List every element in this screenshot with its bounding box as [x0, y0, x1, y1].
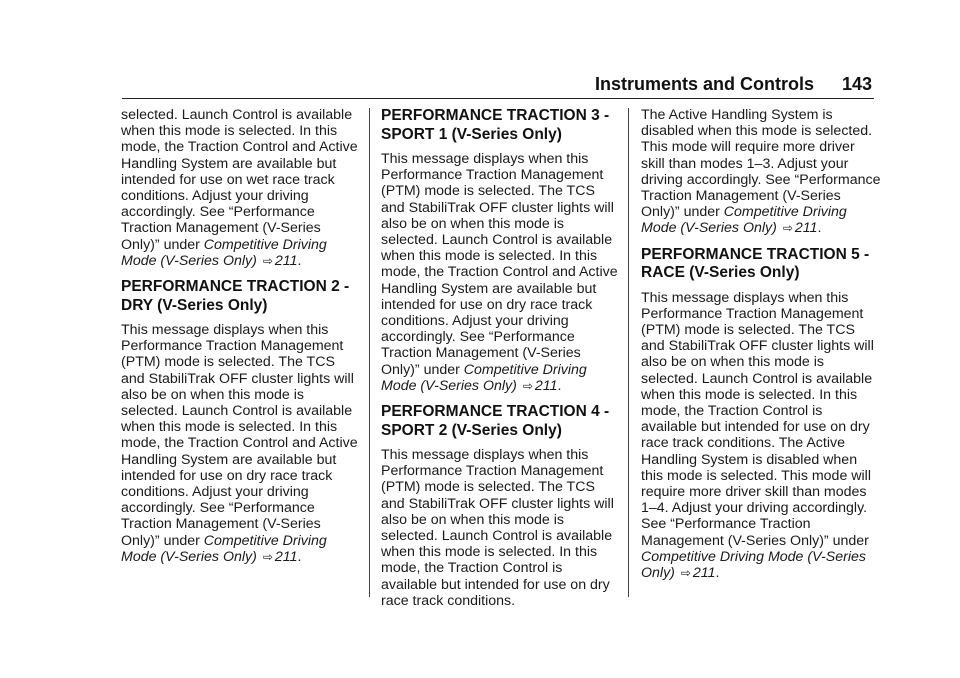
column-divider [369, 108, 370, 597]
section-heading: PERFORMANCE TRACTION 5 - RACE (V-Series Only) [641, 245, 870, 282]
section-heading: PERFORMANCE TRACTION 3 - SPORT 1 (V-Series Only) [381, 107, 610, 143]
page-reference[interactable]: 211 [794, 220, 818, 237]
page-number: 143 [841, 74, 872, 94]
text-column-2 [381, 107, 621, 609]
page-header [122, 72, 874, 99]
paragraph: This message displays when this Performance Traction Management (PTM) mode is selected. The TCS and StabiliTrak OFF cluster lights will also be on when this mode is selected. Launch Control is available when this mode is selected. In this mode, the Traction Control and Active Handling System are available but intended for use on dry race track conditions. Adjust your driving accordingly. See “Performance Traction Management (V-Series Only)” under Competitive Driving Mode (V-Series Only) ⇨ 211. [381, 151, 618, 394]
cross-reference[interactable]: Competitive Driving Mode (V-Series Only) [121, 532, 327, 565]
paragraph: This message displays when this Performance Traction Management (PTM) mode is selected. The TCS and StabiliTrak OFF cluster lights will also be on when this mode is selected. Launch Control is available when this mode is selected. In this mode, the Traction Control is available but intended for use on dry race track conditions. [381, 447, 614, 609]
text-column-1 [121, 107, 361, 565]
paragraph: This message displays when this Performance Traction Management (PTM) mode is selected. The TCS and StabiliTrak OFF cluster lights will also be on when this mode is selected. Launch Control is available when this mode is selected. In this mode, the Traction Control is available but intended for use on dry race track conditions. The Active Handling System is disabled when this mode is selected. This mode will require more driver skill than modes 1–4. Adjust your driving accordingly. See “Performance Traction Management (V-Series Only)” under Competitive Driving Mode (V-Series Only) ⇨ 211. [641, 289, 874, 582]
page-ref-arrow-icon: ⇨ [782, 221, 793, 236]
section-heading: PERFORMANCE TRACTION 2 - DRY (V-Series Only) [121, 278, 350, 314]
section-heading: PERFORMANCE TRACTION 4 - SPORT 2 (V-Series Only) [381, 403, 610, 439]
page-ref-arrow-icon: ⇨ [262, 549, 273, 564]
column-divider [628, 108, 629, 597]
page-ref-arrow-icon: ⇨ [522, 378, 533, 393]
paragraph: This message displays when this Performance Traction Management (PTM) mode is selected. The TCS and StabiliTrak OFF cluster lights will also be on when this mode is selected. Launch Control is available when this mode is selected. In this mode, the Traction Control and Active Handling System are available but intended for use on dry race track conditions. Adjust your driving accordingly. See “Performance Traction Management (V-Series Only)” under Competitive Driving Mode (V-Series Only) ⇨ 211. [121, 322, 358, 565]
page-ref-arrow-icon: ⇨ [262, 253, 273, 268]
page-reference[interactable]: 211 [534, 377, 558, 394]
cross-reference[interactable]: Competitive Driving Mode (V-Series Only) [641, 548, 866, 582]
cross-reference[interactable]: Competitive Driving Mode (V-Series Only) [381, 361, 587, 394]
cross-reference[interactable]: Competitive Driving Mode (V-Series Only) [121, 236, 327, 269]
cross-reference[interactable]: Competitive Driving Mode (V-Series Only) [641, 204, 847, 237]
page-reference[interactable]: 211 [274, 548, 298, 565]
paragraph: The Active Handling System is disabled when this mode is selected. This mode will require more driver skill than modes 1–3. Adjust your driving accordingly. See “Performance Traction Management (V-Series Only)” under Competitive Driving Mode (V-Series Only) ⇨ 211. [641, 107, 881, 237]
page-ref-arrow-icon: ⇨ [680, 566, 691, 581]
page-reference[interactable]: 211 [692, 565, 716, 582]
paragraph: selected. Launch Control is available when this mode is selected. In this mode, the Traction Control and Active Handling System are available but intended for use on wet race track conditions. Adjust your driving accordingly. See “Performance Traction Management (V-Series Only)” under Competitive Driving Mode (V-Series Only) ⇨ 211. [121, 107, 358, 269]
page-reference[interactable]: 211 [274, 252, 298, 269]
section-title: Instruments and Controls [594, 74, 814, 94]
text-column-3 [641, 107, 881, 581]
